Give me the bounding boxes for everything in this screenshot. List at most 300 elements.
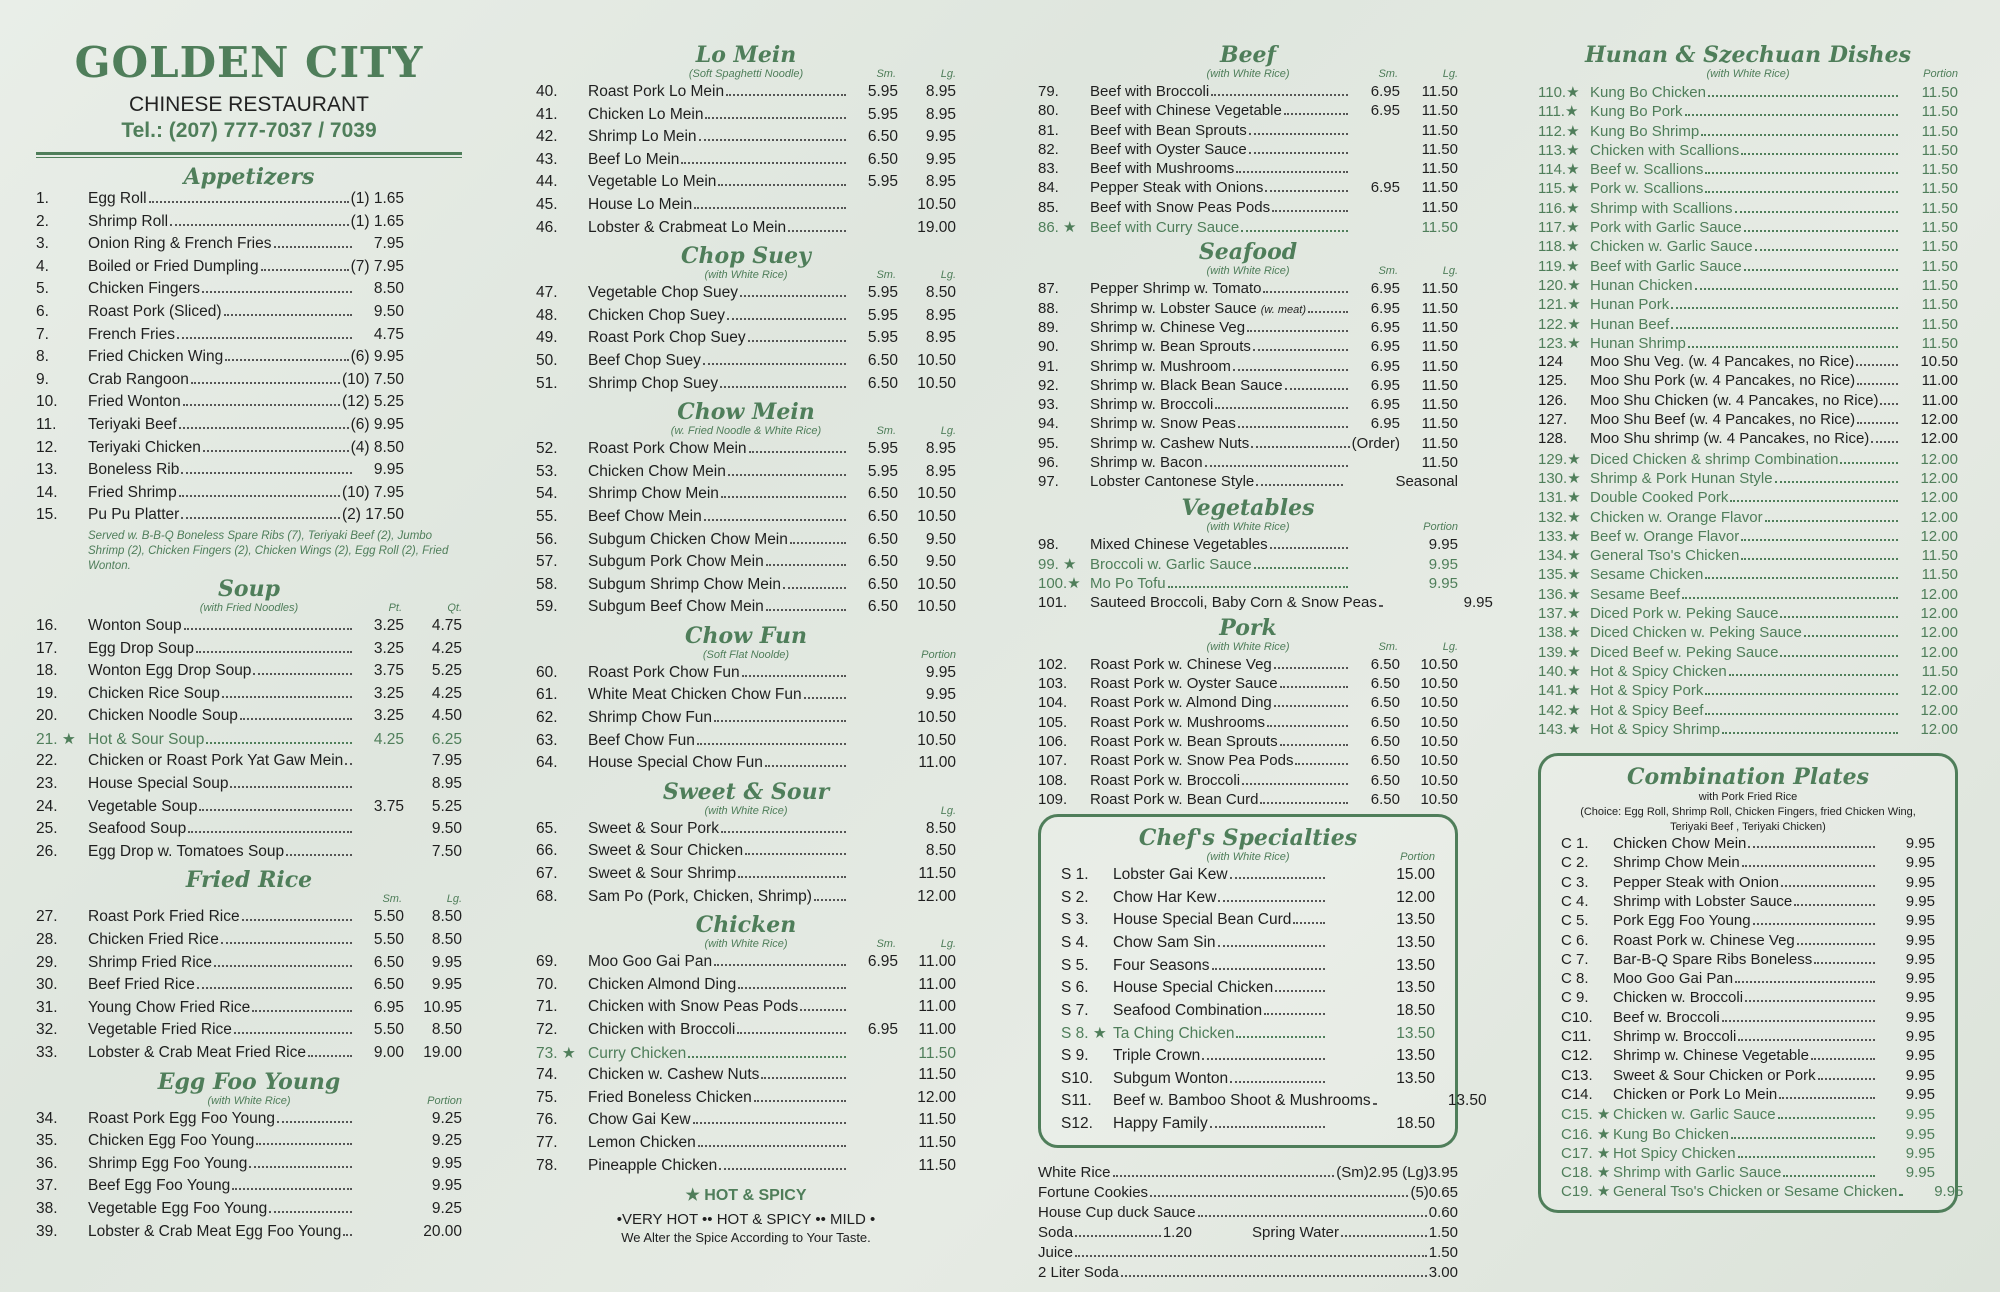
- item-name: Vegetable Chop Suey: [588, 284, 738, 302]
- section-title: Chow Fun: [685, 622, 807, 649]
- dot-leader: [1260, 802, 1348, 804]
- item-number: S 4.: [1061, 933, 1089, 951]
- price-small: 7.95: [373, 235, 404, 253]
- item-name: Triple Crown: [1113, 1046, 1201, 1064]
- menu-item: [36, 662, 462, 685]
- item-number: 4.: [36, 257, 49, 275]
- price-large: 11.50: [1421, 299, 1458, 317]
- section-egg-foo-young: [36, 1069, 462, 1246]
- price-small: 6.95: [867, 953, 898, 971]
- dot-leader: [188, 831, 352, 833]
- item-number: 110.★: [1538, 84, 1580, 101]
- combination-plates-box: [1538, 753, 1964, 1213]
- section-lo-mein: [536, 42, 956, 241]
- price-large: 9.95: [1428, 535, 1458, 553]
- price-small: 3.25: [373, 616, 404, 634]
- price-small: (Order): [1351, 434, 1400, 452]
- item-name: Chicken w. Garlic Sauce: [1613, 1106, 1776, 1124]
- price-large: 5.25: [431, 797, 462, 815]
- dot-leader: [1753, 923, 1875, 925]
- item-number: 2.: [36, 212, 49, 230]
- price-large: 11.50: [918, 1066, 956, 1084]
- item-name: Kung Bo Shrimp: [1590, 122, 1700, 140]
- dot-leader: [181, 472, 352, 474]
- menu-item: [1038, 574, 1458, 593]
- item-number: 53.: [536, 462, 558, 480]
- dot-leader: [170, 224, 348, 226]
- item-name: Roast Pork w. Mushrooms: [1090, 713, 1266, 731]
- menu-column-2: [536, 40, 956, 1245]
- item-number: 39.: [36, 1222, 58, 1240]
- price-header-large: Lg.: [446, 893, 462, 906]
- dot-leader: [1722, 1020, 1875, 1022]
- item-number: 27.: [36, 908, 58, 926]
- section-seafood: [1038, 239, 1458, 492]
- dot-leader: [1811, 1058, 1875, 1060]
- menu-item: [536, 440, 956, 463]
- dot-leader: [1899, 1194, 1903, 1196]
- section-note: (with White Rice): [704, 938, 788, 951]
- price-large: 4.75: [431, 616, 462, 634]
- menu-item: [36, 280, 462, 303]
- item-number: 21. ★: [36, 730, 76, 748]
- dot-leader: [718, 184, 846, 186]
- dot-leader: [726, 94, 846, 96]
- price-large: 13.50: [1396, 1046, 1435, 1064]
- price-large: 9.25: [431, 1132, 462, 1150]
- price-header-large: Portion: [1400, 851, 1435, 864]
- menu-item: [1038, 752, 1458, 771]
- dot-leader: [1285, 388, 1348, 390]
- item-number: 61.: [536, 686, 558, 704]
- dot-leader: [214, 965, 352, 967]
- price-small: 6.50: [867, 374, 898, 392]
- section-note: (with White Rice): [1206, 640, 1290, 653]
- price-large: 11.50: [1421, 434, 1458, 452]
- menu-item: [536, 1044, 956, 1067]
- menu-item: [1038, 280, 1458, 299]
- section-title: Chef's Specialties: [1138, 825, 1358, 852]
- item-number: 130.★: [1538, 469, 1581, 487]
- section-subheader: [1038, 265, 1458, 280]
- price-large: 20.00: [423, 1222, 462, 1240]
- item-name: Shrimp Roll: [88, 212, 169, 230]
- item-number: 101.: [1038, 593, 1068, 611]
- menu-item: [1038, 555, 1458, 574]
- item-name: Chicken w. Broccoli: [1613, 989, 1744, 1007]
- dot-leader: [1794, 904, 1875, 906]
- item-name: Beef w. Scallions: [1590, 161, 1704, 179]
- price-large: 9.95: [1905, 989, 1935, 1007]
- menu-item: [1538, 527, 1958, 546]
- extra-item: [1038, 1224, 1458, 1244]
- menu-item: [536, 128, 956, 151]
- item-name: Roast Pork Egg Foo Young: [88, 1109, 275, 1127]
- price-large: 9.95: [925, 128, 956, 146]
- menu-item: [1538, 315, 1958, 334]
- item-name: Chow Gai Kew: [588, 1111, 691, 1129]
- dot-leader: [1744, 269, 1898, 271]
- price-large: 11.50: [1921, 199, 1958, 217]
- price-large: 12.00: [1920, 701, 1958, 719]
- menu-item: [1038, 319, 1458, 338]
- item-name: Shrimp w. Bacon: [1090, 454, 1203, 472]
- price-small: 6.95: [1370, 102, 1400, 120]
- price-small: 5.95: [867, 440, 898, 458]
- menu-item: [536, 732, 956, 755]
- menu-item: [536, 463, 956, 486]
- item-name: Sweet & Sour Shrimp: [588, 865, 737, 883]
- price-small: 3.25: [373, 684, 404, 702]
- dot-leader: [1804, 635, 1898, 637]
- item-number: 28.: [36, 931, 58, 949]
- price-large: 10.50: [917, 351, 956, 369]
- dot-leader: [1256, 484, 1343, 486]
- price-large: 11.50: [1921, 103, 1958, 121]
- menu-item: [36, 371, 462, 394]
- extra-price: 0.60: [1428, 1204, 1458, 1222]
- menu-item: [1561, 854, 1935, 873]
- menu-column-3: [1038, 40, 1493, 1284]
- item-name: Curry Chicken: [588, 1044, 687, 1062]
- item-number: 118.★: [1538, 238, 1580, 256]
- price-large: 11.50: [918, 1111, 956, 1129]
- section-combination-plates: [1561, 835, 1964, 1202]
- section-appetizers: [36, 164, 462, 529]
- menu-item: [1038, 396, 1458, 415]
- dot-leader: [1671, 307, 1898, 309]
- item-number: 73. ★: [536, 1044, 576, 1062]
- item-number: C10.: [1561, 1008, 1593, 1026]
- item-name: Diced Chicken w. Peking Sauce: [1590, 624, 1802, 642]
- item-name: Chicken Chop Suey: [588, 306, 725, 324]
- dot-leader: [1729, 674, 1898, 676]
- menu-item: [536, 196, 956, 219]
- item-number: 5.: [36, 280, 49, 298]
- item-name: Chicken w. Garlic Sauce: [1590, 238, 1753, 256]
- item-number: 23.: [36, 775, 58, 793]
- dot-leader: [1249, 152, 1348, 154]
- dot-leader: [232, 1188, 352, 1190]
- section-subheader: [536, 269, 956, 284]
- item-name: House Special Chow Fun: [588, 754, 763, 772]
- item-name: Subgum Beef Chow Mein: [588, 598, 764, 616]
- item-name: Shrimp with Lobster Sauce: [1613, 892, 1793, 910]
- item-number: 133.★: [1538, 527, 1581, 545]
- price-small: 6.50: [867, 150, 898, 168]
- dot-leader: [1075, 1255, 1427, 1257]
- price-large: 11.50: [1921, 257, 1958, 275]
- item-name: Shrimp w. Cashew Nuts: [1090, 434, 1250, 452]
- price-large: 9.95: [431, 1177, 462, 1195]
- item-name: Roast Pork w. Broccoli: [1090, 771, 1241, 789]
- price-small: (7) 7.95: [350, 257, 404, 275]
- item-name: Chicken w. Cashew Nuts: [588, 1066, 760, 1084]
- price-header-small: Sm.: [1378, 640, 1398, 653]
- item-number: 85.: [1038, 198, 1059, 216]
- item-name: Roast Pork w. Chinese Veg: [1613, 931, 1795, 949]
- menu-item: [536, 754, 956, 777]
- item-number: 139.★: [1538, 643, 1581, 661]
- price-large: 9.25: [431, 1109, 462, 1127]
- dot-leader: [261, 269, 349, 271]
- dot-leader: [1242, 783, 1348, 785]
- dot-leader: [184, 628, 352, 630]
- price-small: (10) 7.50: [341, 370, 404, 388]
- item-number: 1.: [36, 190, 49, 207]
- menu-item: [1538, 83, 1958, 102]
- dot-leader: [1113, 1175, 1335, 1177]
- item-name: Shrimp w. Mushroom: [1090, 357, 1231, 375]
- item-number: 52.: [536, 440, 558, 458]
- price-small: 6.95: [1370, 179, 1400, 197]
- item-name: Hot & Spicy Chicken: [1590, 662, 1727, 680]
- dot-leader: [765, 765, 846, 767]
- item-number: 122.★: [1538, 315, 1581, 333]
- item-number: C14.: [1561, 1085, 1593, 1103]
- item-name: Subgum Pork Chow Mein: [588, 553, 764, 571]
- item-name: Diced Chicken & shrimp Combination: [1590, 450, 1839, 468]
- item-name: Kung Bo Chicken: [1613, 1125, 1729, 1143]
- item-number: 65.: [536, 819, 558, 837]
- price-large: 12.00: [1920, 489, 1958, 507]
- price-large: 8.50: [431, 1021, 462, 1039]
- price-small: 9.00: [373, 1044, 404, 1061]
- item-name: Shrimp Chow Mein: [588, 485, 719, 503]
- price-small: (10) 7.95: [341, 483, 404, 501]
- item-number: 115.★: [1538, 180, 1580, 198]
- item-number: 62.: [536, 709, 558, 727]
- item-name: Roast Pork (Sliced): [88, 302, 222, 320]
- item-name: Hunan Pork: [1590, 296, 1670, 314]
- price-large: 11.50: [1421, 102, 1458, 120]
- item-number: 91.: [1038, 357, 1059, 375]
- section-subheader: [536, 805, 956, 820]
- item-name: Fried Shrimp: [88, 483, 177, 501]
- menu-item: [1038, 179, 1458, 198]
- menu-item: [36, 258, 462, 281]
- dot-leader: [703, 363, 846, 365]
- price-large: 9.95: [1905, 873, 1935, 891]
- menu-item: [1561, 932, 1935, 951]
- price-large: 9.25: [431, 1199, 462, 1217]
- dot-leader: [705, 117, 846, 119]
- price-header-large: Lg.: [940, 804, 956, 817]
- item-name: Broccoli w. Garlic Sauce: [1090, 555, 1252, 573]
- dot-leader: [694, 207, 846, 209]
- price-small: 6.50: [1370, 771, 1400, 789]
- price-small: 6.95: [373, 998, 404, 1016]
- menu-item: [1538, 102, 1958, 121]
- item-number: 9.: [36, 370, 49, 388]
- menu-item: [1538, 546, 1958, 565]
- section-title: Beef: [1219, 42, 1277, 68]
- price-large: 13.50: [1396, 979, 1435, 997]
- dot-leader: [1755, 249, 1898, 251]
- section-chop-suey: [536, 243, 956, 397]
- item-name: Chicken Chow Mein: [1613, 835, 1747, 853]
- item-name: Lobster & Crab Meat Egg Foo Young: [88, 1222, 342, 1240]
- section-title: Lo Mein: [695, 42, 797, 68]
- dot-leader: [1236, 171, 1348, 173]
- menu-item: [1561, 1009, 1935, 1028]
- item-number: 103.: [1038, 675, 1068, 693]
- dot-leader: [698, 1145, 846, 1147]
- item-number: 136.★: [1538, 585, 1581, 603]
- item-name: Boneless Rib: [88, 461, 180, 479]
- dot-leader: [788, 230, 846, 232]
- menu-item: [1561, 1144, 1935, 1163]
- item-number: 86. ★: [1038, 219, 1077, 237]
- price-large: 10.50: [917, 374, 956, 392]
- item-name: Moo Shu Veg. (w. 4 Pancakes, no Rice): [1590, 353, 1855, 371]
- dot-leader: [277, 1121, 352, 1123]
- price-large: 10.50: [1420, 694, 1458, 712]
- price-small: 6.50: [867, 553, 898, 571]
- dot-leader: [1722, 732, 1898, 734]
- price-large: 18.50: [1396, 1114, 1435, 1132]
- price-large: 9.95: [1905, 1164, 1935, 1182]
- dot-leader: [286, 854, 352, 856]
- price-large: 11.00: [918, 754, 956, 772]
- item-name: Chow Sam Sin: [1113, 933, 1216, 951]
- item-name: Moo Goo Gai Pan: [1613, 970, 1734, 988]
- item-name: Hot Spicy Chicken: [1613, 1144, 1736, 1162]
- price-header-large: Portion: [427, 1094, 462, 1107]
- price-large: 4.25: [431, 639, 462, 657]
- price-large: 10.50: [917, 598, 956, 616]
- price-large: 11.50: [918, 1156, 956, 1174]
- item-number: S 7.: [1061, 1001, 1089, 1019]
- price-large: 12.00: [1396, 888, 1435, 906]
- price-large: 11.50: [1921, 315, 1958, 333]
- dot-leader: [1688, 346, 1898, 348]
- item-name: Hunan Beef: [1590, 315, 1670, 333]
- dot-leader: [1745, 1000, 1875, 1002]
- item-number: C15. ★: [1561, 1106, 1611, 1124]
- menu-item: [36, 1155, 462, 1178]
- price-large: 11.50: [1921, 180, 1958, 198]
- price-large: 11.50: [1421, 415, 1458, 433]
- item-number: 7.: [36, 325, 49, 343]
- dot-leader: [1742, 865, 1875, 867]
- menu-item: [1038, 593, 1493, 613]
- price-header-large: Lg.: [940, 269, 956, 282]
- item-number: 93.: [1038, 396, 1059, 414]
- menu-item: [36, 843, 462, 866]
- menu-item: [1538, 450, 1958, 469]
- item-number: 87.: [1038, 280, 1059, 298]
- menu-item: [36, 484, 462, 507]
- item-number: 40.: [536, 83, 558, 100]
- menu-item: [1561, 951, 1935, 970]
- price-small: 5.95: [867, 462, 898, 480]
- item-number: C11.: [1561, 1028, 1592, 1046]
- item-number: S12.: [1061, 1114, 1093, 1132]
- item-number: 48.: [536, 306, 558, 324]
- section-title: Sweet & Sour: [662, 778, 830, 805]
- item-name: Hot & Spicy Shrimp: [1590, 720, 1721, 738]
- price-large: 11.50: [1421, 396, 1458, 414]
- item-number: 37.: [36, 1177, 58, 1195]
- dot-leader: [1218, 945, 1325, 947]
- price-large: 11.50: [1421, 140, 1458, 158]
- price-small: (12) 5.25: [341, 393, 404, 411]
- price-large: 9.95: [925, 150, 956, 168]
- menu-item: [536, 953, 956, 976]
- item-name: Chow Har Kew: [1113, 888, 1217, 906]
- item-name: Vegetable Egg Foo Young: [88, 1199, 268, 1217]
- menu-column-4: [1538, 40, 1964, 1213]
- price-large: 9.95: [1905, 1047, 1935, 1065]
- price-large: 8.95: [925, 440, 956, 458]
- item-number: 97.: [1038, 473, 1059, 491]
- section-subheader: [536, 68, 956, 83]
- item-name: Seafood Soup: [88, 820, 187, 838]
- dot-leader: [740, 295, 846, 297]
- price-large: 12.00: [1920, 682, 1958, 700]
- dot-leader: [1871, 441, 1898, 443]
- price-large: 12.00: [1920, 624, 1958, 642]
- section-subheader: [536, 938, 956, 953]
- dot-leader: [1779, 1097, 1875, 1099]
- item-name: Wonton Egg Drop Soup: [88, 662, 252, 680]
- dot-leader: [1150, 1195, 1408, 1197]
- price-small: 5.95: [867, 329, 898, 347]
- price-large: 10.50: [917, 507, 956, 525]
- menu-item: [36, 640, 462, 663]
- section-subheader: [36, 893, 462, 908]
- item-name: Chicken Lo Mein: [588, 105, 704, 123]
- extra-item: [1038, 1244, 1458, 1264]
- section-chow-mein: [536, 399, 956, 621]
- item-number: 66.: [536, 842, 558, 860]
- dot-leader: [1168, 586, 1348, 588]
- item-name: Sweet & Sour Pork: [588, 819, 719, 837]
- dot-leader: [1211, 94, 1348, 96]
- item-number: 44.: [536, 173, 558, 191]
- section-note: (with White Rice): [1206, 68, 1290, 80]
- dot-leader: [1275, 990, 1325, 992]
- price-large: 12.00: [917, 1088, 956, 1106]
- price-small: 8.50: [373, 280, 404, 298]
- price-large: 12.00: [1920, 527, 1958, 545]
- item-number: C12.: [1561, 1047, 1593, 1065]
- menu-item: [1061, 957, 1435, 980]
- dot-leader: [1741, 539, 1898, 541]
- item-name: Wonton Soup: [88, 616, 182, 634]
- extra-name: Soda: [1038, 1224, 1074, 1242]
- price-large: 9.95: [925, 686, 956, 704]
- price-small: 4.25: [373, 730, 404, 748]
- item-name: Shrimp w. Broccoli: [1090, 396, 1214, 414]
- item-name: White Meat Chicken Chow Fun: [588, 686, 802, 704]
- dot-leader: [1293, 922, 1325, 924]
- price-small: 6.95: [1370, 83, 1400, 100]
- price-large: 13.50: [1396, 1025, 1435, 1043]
- price-large: 11.50: [1421, 160, 1458, 178]
- item-number: 142.★: [1538, 701, 1581, 719]
- menu-item: [1561, 1086, 1935, 1105]
- dot-leader: [1775, 481, 1898, 483]
- section-fried-rice: [36, 867, 462, 1066]
- dot-leader: [252, 1010, 352, 1012]
- dot-leader: [745, 853, 846, 855]
- dot-leader: [1708, 95, 1898, 97]
- dot-leader: [1765, 520, 1898, 522]
- price-large: 11.50: [1921, 122, 1958, 140]
- item-name: Hot & Spicy Beef: [1590, 701, 1704, 719]
